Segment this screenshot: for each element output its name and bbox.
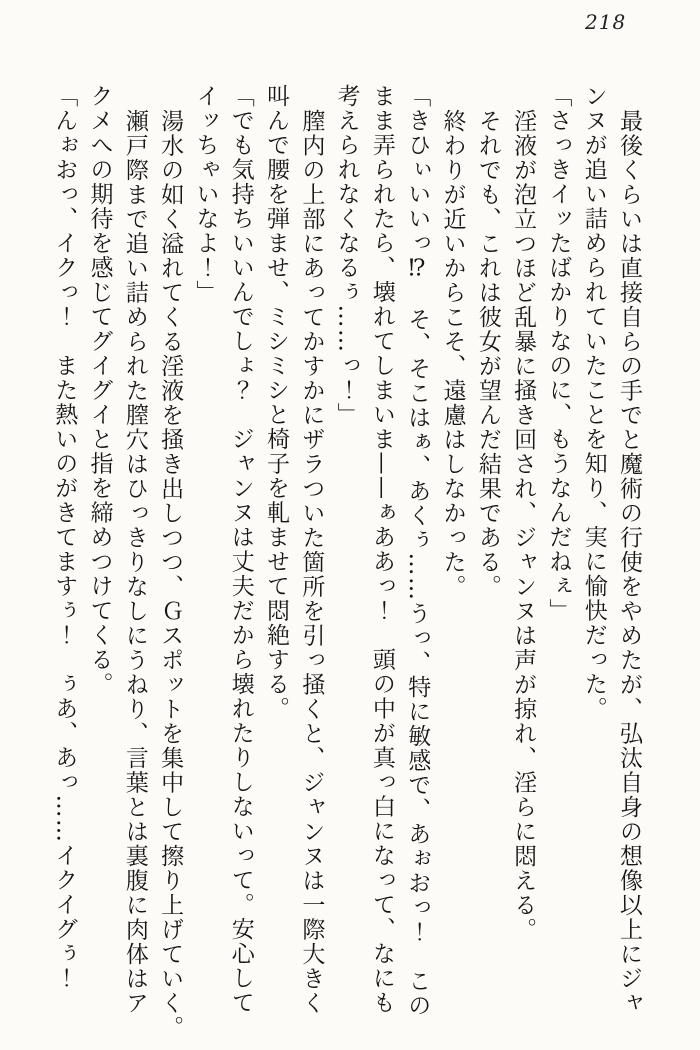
text-line: 「でも気持ちいいんでしょ？ ジャンヌは丈夫だから壊れたりしないって。安心して — [227, 84, 254, 1015]
text-line: 終わりが近いからこそ、遠慮はしなかった。 — [439, 108, 466, 599]
text-line: まま弄られたら、壊れてしまいま——ぁああっ！ 頭の中が真っ白になって、なにも — [368, 84, 395, 1015]
text-line: 「きひぃいいっ⁉ そ、そこはぁ、あくぅ……うっ、特に敏感で、あぉおっ！ この — [404, 84, 431, 1018]
text-line: 膣内の上部にあってかすかにザラついた箇所を引っ掻くと、ジャンヌは一際大きく — [298, 108, 325, 1015]
text-line: それでも、これは彼女が望んだ結果である。 — [474, 108, 501, 599]
text-line: 「さっきイッたばかりなのに、もうなんだねぇ」 — [545, 84, 572, 623]
text-line: 瀬戸際まで追い詰められた膣穴はひっきりなしにうねり、言葉とは裏腹に肉体はア — [121, 108, 148, 1015]
text-line: イッちゃいなよ！」 — [192, 84, 219, 305]
page-number: 218 — [585, 10, 627, 34]
text-line: 叫んで腰を弾ませ、ミシミシと椅子を軋ませて悶絶する。 — [263, 84, 290, 721]
text-line: クメへの期待を感じてグイグイと指を締めつけてくる。 — [86, 84, 113, 697]
text-line: 湯水の如く溢れてくる淫液を掻き出しつつ、Ｇスポットを集中して擦り上げていく。 — [157, 108, 184, 1040]
text-line: 考えられなくなるぅ……っ！」 — [333, 84, 360, 427]
text-line: 淫液が泡立つほど乱暴に掻き回され、ジャンヌは声が掠れ、淫らに悶える。 — [510, 108, 537, 942]
text-line: 最後くらいは直接自らの手でと魔術の行使をやめたが、弘汰自身の想像以上にジャ — [616, 108, 642, 1015]
text-line: ンヌが追い詰められていたことを知り、実に愉快だった。 — [580, 84, 607, 721]
text-block — [44, 84, 646, 1040]
text-line: 「んぉおっ、イクっ！ また熱いのがきてますぅ！ ぅあ、あっ……イクイグぅ！ — [51, 84, 78, 991]
